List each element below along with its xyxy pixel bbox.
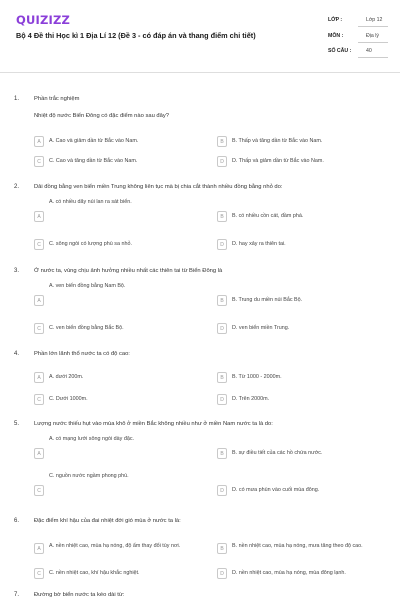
option-letter-box: C [34,568,44,579]
question-number: 1. [14,96,20,102]
option-text: D. ven biển miền Trung. [232,325,290,331]
question-number: 3. [14,268,20,274]
question-text: Ở nước ta, vùng chịu ảnh hưởng nhiều nhất các thiên tai từ Biển Đông là [34,268,223,274]
option-letter-box: C [34,394,44,405]
option-text: C. nền nhiệt cao, khí hậu khắc nghiệt. [49,570,140,576]
option-letter-box: B [217,543,227,554]
option-text: C. ven biển đồng bằng Bắc Bộ. [49,325,124,331]
option-text: A. nền nhiệt cao, mùa hạ nóng, độ ẩm thay đổi tùy nơi. [49,543,181,549]
option-text: B. sự điều tiết của các hồ chứa nước. [232,450,323,456]
meta-count-label: SỐ CÂU : [328,48,352,54]
document-header [0,0,400,70]
option-letter-box: C [34,239,44,250]
meta-class-label: LỚP : [328,17,343,23]
quizizz-logo: QUIZIZZ [16,13,71,27]
option-text: B. có nhiều cồn cát, đầm phá. [232,213,304,219]
option-text: A. dưới 200m. [49,374,84,380]
meta-count-value: 40 [358,44,388,58]
question-text: Phần trắc nghiệm [34,96,80,102]
option-text: D. Trên 2000m. [232,396,270,402]
question-number: 6. [14,518,20,524]
option-letter-box: D [217,485,227,496]
option-letter-box: A [34,136,44,147]
option-letter-box: D [217,156,227,167]
option-letter-box: A [34,295,44,306]
option-text: C. sông ngòi có lượng phù sa nhỏ. [49,241,132,247]
option-text: C. nguồn nước ngầm phong phú. [49,473,129,479]
option-text: D. nền nhiệt cao, mùa hạ nóng, mùa đông lạnh. [232,570,346,576]
option-text: C. Dưới 1000m. [49,396,88,402]
option-text: D. có mưa phùn vào cuối mùa đông. [232,487,320,493]
question-text: Lượng nước thiếu hụt vào mùa khô ở miền Bắc không nhiều như ở miền Nam nước ta là do: [34,421,273,427]
option-letter-box: D [217,394,227,405]
question-number: 4. [14,351,20,357]
document-title: Bộ 4 Đề thi Học kì 1 Địa Lí 12 (Đề 3 - có đáp án và thang điểm chi tiết) [16,31,256,40]
option-letter-box: B [217,295,227,306]
option-letter-box: C [34,156,44,167]
header-divider [0,72,400,73]
meta-subject-row [328,29,388,43]
question-text: Phần lớn lãnh thổ nước ta có độ cao: [34,351,130,357]
option-text: D. Thấp và giảm dần từ Bắc vào Nam. [232,158,324,164]
meta-subject-value: Địa lý [358,29,388,43]
option-letter-box: C [34,323,44,334]
option-text: C. Cao và tăng dần từ Bắc vào Nam. [49,158,138,164]
option-text: B. Từ 1000 - 2000m. [232,374,282,380]
option-letter-box: A [34,211,44,222]
option-letter-box: C [34,485,44,496]
question-number: 5. [14,421,20,427]
option-letter-box: D [217,568,227,579]
question-text: Đặc điểm khí hậu của đai nhiệt đới gió mùa ở nước ta là: [34,518,181,524]
option-text: B. nền nhiệt cao, mùa hạ nóng, mưa tăng theo độ cao. [232,543,363,549]
question-text: Đường bờ biển nước ta kéo dài từ: [34,592,125,598]
question-text: Dải đồng bằng ven biển miền Trung không liên tục mà bị chia cắt thành nhiều đồng bằng nhỏ do: [34,184,283,190]
option-letter-box: B [217,448,227,459]
option-text: A. ven biển đồng bằng Nam Bộ. [49,283,126,289]
option-letter-box: A [34,448,44,459]
option-text: B. Trung du miền núi Bắc Bộ. [232,297,303,303]
question-subtext: Nhiệt độ nước Biển Đông có đặc điểm nào sau đây? [34,113,169,119]
option-text: A. Cao và giảm dần từ Bắc vào Nam. [49,138,139,144]
option-letter-box: B [217,372,227,383]
question-number: 2. [14,184,20,190]
option-text: D. hay xảy ra thiên tai. [232,241,286,247]
meta-class-value: Lớp 12 [358,13,388,27]
option-letter-box: D [217,323,227,334]
question-number: 7. [14,592,20,598]
meta-count-row [328,44,388,58]
option-letter-box: B [217,136,227,147]
option-letter-box: A [34,543,44,554]
option-text: A. có nhiều dãy núi lan ra sát biển. [49,199,132,205]
meta-class-row [328,13,388,27]
option-text: B. Thấp và tăng dần từ Bắc vào Nam. [232,138,323,144]
meta-subject-label: MÔN : [328,33,344,39]
option-text: A. có mạng lưới sông ngòi dày đặc. [49,436,135,442]
option-letter-box: B [217,211,227,222]
option-letter-box: D [217,239,227,250]
option-letter-box: A [34,372,44,383]
